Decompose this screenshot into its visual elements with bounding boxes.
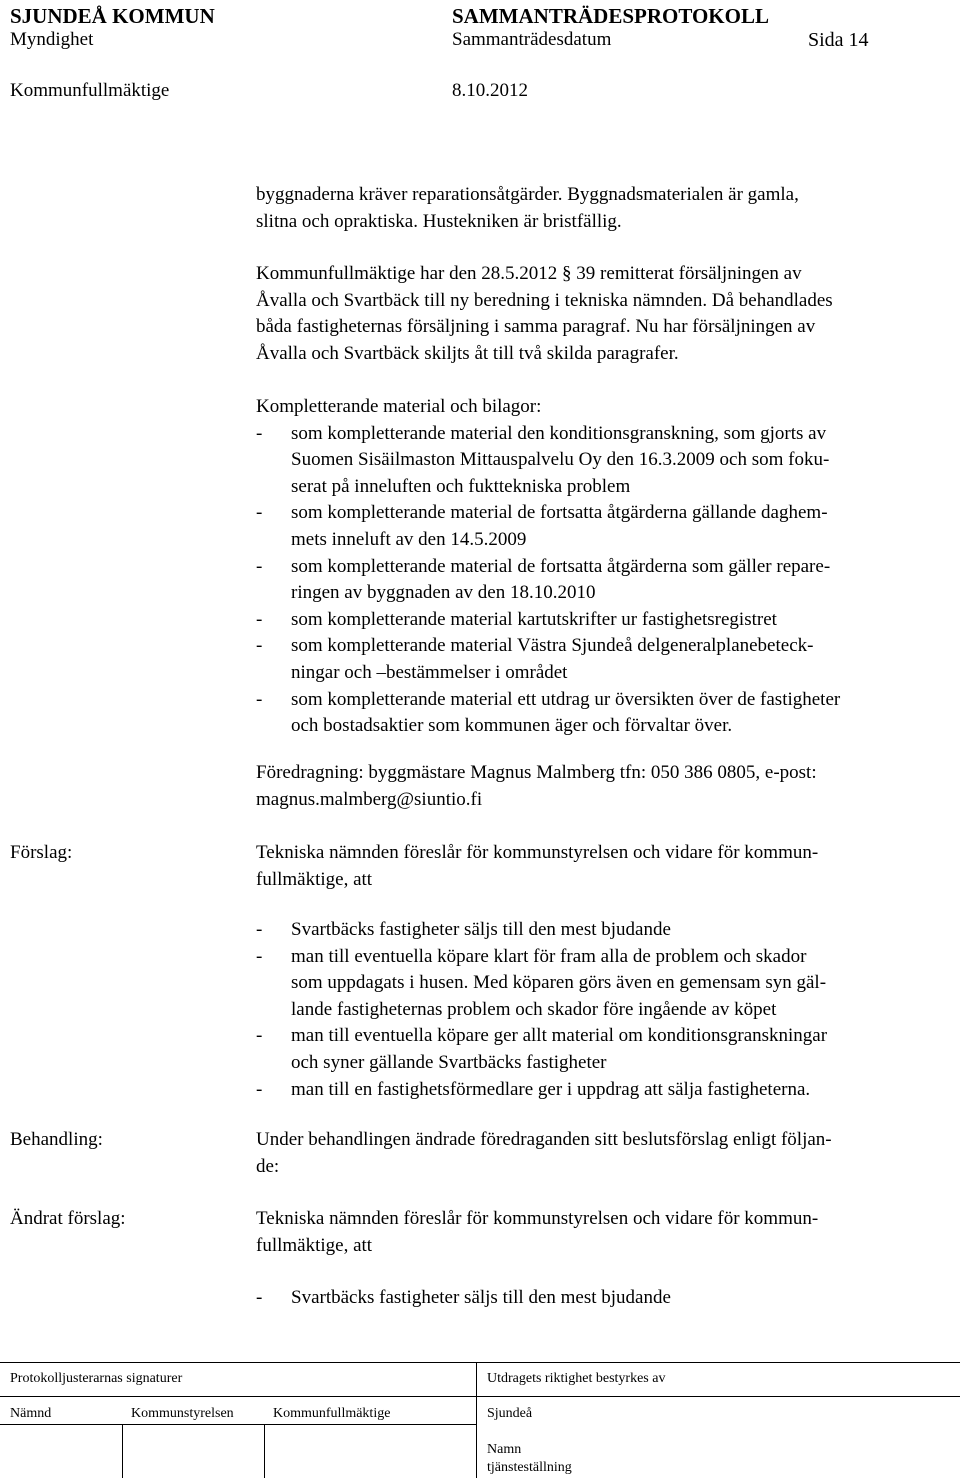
andrat-forslag-list: [256, 1285, 950, 1312]
extract-verified-label: Utdragets riktighet bestyrkes av: [487, 1371, 666, 1386]
footer-namnd-label: Nämnd: [10, 1406, 52, 1421]
footer-kommunstyrelsen-label: Kommunstyrelsen: [131, 1406, 234, 1421]
list-item: - Svartbäcks fastigheter säljs till den mest bjudande: [256, 1287, 671, 1308]
page-number: Sida 14: [808, 29, 869, 51]
footer-divider: [476, 1362, 477, 1478]
presenter-info: Föredragning: byggmästare Magnus Malmberg tfn: 050 386 0805, e-post: magnus.malmberg@siuntio.fi: [256, 760, 950, 813]
list-item: - man till en fastighetsförmedlare ger i uppdrag att sälja fastigheterna.: [256, 1078, 811, 1100]
list-item: - som kompletterande material Västra Sjundeå delgeneralplanebeteck- ningar och –bestämmelser i området: [256, 635, 814, 683]
footer-sjundea-label: Sjundeå: [487, 1406, 533, 1421]
list-item: - man till eventuella köpare ger allt material om konditionsgranskningar och syner gällande Svartbäcks fastigheter: [256, 1025, 828, 1073]
date-label: Sammanträdesdatum: [452, 29, 612, 50]
footer-col-divider: [264, 1424, 265, 1478]
authority-name: Kommunfullmäktige: [10, 80, 170, 101]
presenter-email[interactable]: magnus.malmberg@siuntio.fi: [256, 788, 483, 810]
document-type: SAMMANTRÄDESPROTOKOLL: [452, 4, 769, 28]
footer-kommunfullmaktige-label: Kommunfullmäktige: [273, 1406, 391, 1421]
list-item: - som kompletterande material de fortsatta åtgärderna gällande daghem- mets inneluft av den 14.5.2009: [256, 502, 828, 550]
andrat-forslag-intro: Tekniska nämnden föreslår för kommunstyrelsen och vidare för kommun- fullmäktige, att: [256, 1208, 819, 1256]
footer-mid-rule: [0, 1396, 960, 1397]
signatures-label: Protokolljusterarnas signaturer: [10, 1371, 183, 1386]
list-item: - man till eventuella köpare klart för fram alla de problem och skador som uppdagats i husen. Med köparen görs även en gemensam syn gäl- lande fastigheternas problem och skador före ingående av köpet: [256, 945, 827, 1020]
list-item: - som kompletterande material ett utdrag ur översikten över de fastigheter och bostadsaktier som kommunen äger och förvaltar över.: [256, 688, 841, 737]
list-item: - som kompletterande material de fortsatta åtgärderna som gäller repare- ringen av byggnaden av den 18.10.2010: [256, 555, 831, 604]
list-item: - som kompletterande material den konditionsgranskning, som gjorts av Suomen Sisäilmaston Mittauspalvelu Oy den 16.3.2009 och som foku- serat på inneluften och fukttekniska problem: [256, 422, 830, 497]
footer-top-rule: [0, 1362, 960, 1363]
list-item: - som kompletterande material kartutskrifter ur fastighetsregistret: [256, 608, 777, 630]
behandling-text: Under behandlingen ändrade föredraganden sitt beslutsförslag enligt följan- de:: [256, 1129, 832, 1177]
attachments-section: [256, 394, 950, 740]
forslag-list: [256, 917, 950, 1103]
org-name: SJUNDEÅ KOMMUN: [10, 4, 215, 28]
andrat-forslag-label: Ändrat förslag:: [10, 1208, 126, 1229]
meeting-date: 8.10.2012: [452, 80, 528, 101]
footer-col-divider: [122, 1424, 123, 1478]
forslag-intro: Tekniska nämnden föreslår för kommunstyrelsen och vidare för kommun- fullmäktige, att: [256, 842, 819, 890]
paragraph-remittance: Kommunfullmäktige har den 28.5.2012 § 39 remitterat försäljningen av Åvalla och Svartbäck till ny beredning i tekniska nämnden. Då behandlades båda fastigheternas försäljning i samma paragraf. Nu har försäljningen av Åvalla och Svartbäck skiljts åt till två skilda paragrafer.: [256, 263, 833, 364]
list-item: - Svartbäcks fastigheter säljs till den mest bjudande: [256, 919, 671, 940]
authority-label: Myndighet: [10, 29, 94, 50]
footer-title-label: tjänsteställning: [487, 1460, 572, 1475]
behandling-label: Behandling:: [10, 1129, 103, 1150]
forslag-label: Förslag:: [10, 842, 73, 863]
paragraph-building-condition: byggnaderna kräver reparationsåtgärder. Byggnadsmaterialen är gamla, slitna och opraktiska. Hustekniken är bristfällig.: [256, 184, 799, 232]
attachments-heading: Kompletterande material och bilagor:: [256, 396, 542, 417]
footer-row-rule: [0, 1424, 476, 1425]
footer-name-label: Namn: [487, 1442, 522, 1457]
